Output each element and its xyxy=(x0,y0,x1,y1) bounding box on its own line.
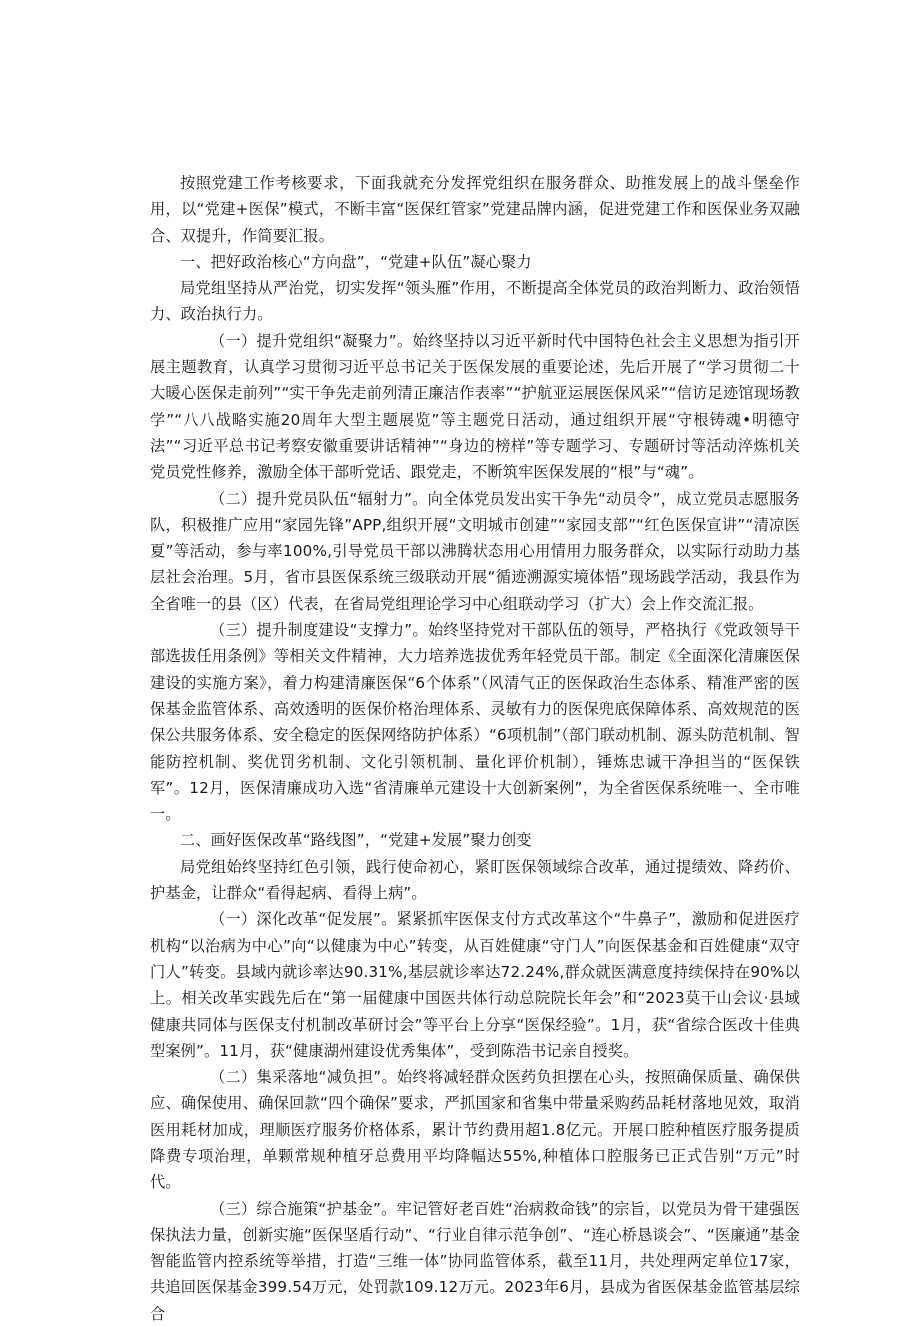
section-1-intro: 局党组坚持从严治党，切实发挥“领头雁”作用，不断提高全体党员的政治判断力、政治领悟力、政治执行力。 xyxy=(150,279,800,324)
section-2-item-1: （一）深化改革“促发展”。紧紧抓牢医保支付方式改革这个“牛鼻子”，激励和促进医疗机构“以治病为中心”向“以健康为中心”转变，从百姓健康“守门人”向医保基金和百姓健康“双守门人”转变。县域内就诊率达90.31%,基层就诊率达72.24%,群众就医满意度持续保持在90%以上。相关改革实践先后在“第一届健康中国医共体行动总院院长年会”和“2023莫干山会议·县域健康共同体与医保支付机制改革研讨会”等平台上分享“医保经验”。1月，获“省综合医改十佳典型案例”。11月，获“健康湖州建设优秀集体”，受到陈浩书记亲自授奖。 xyxy=(150,910,800,1060)
section-heading-1: 一、把好政治核心“方向盘”，“党建+队伍”凝心聚力 xyxy=(180,252,532,271)
intro-paragraph: 按照党建工作考核要求，下面我就充分发挥党组织在服务群众、助推发展上的战斗堡垒作用，以“党建+医保”模式，不断丰富“医保红管家”党建品牌内涵，促进党建工作和医保业务双融合、双提升，作简要汇报。 xyxy=(150,174,800,245)
section-2-item-3: （三）综合施策“护基金”。牢记管好老百姓“治病救命钱”的宗旨，以党员为骨干建强医保执法力量，创新实施“医保坚盾行动”、“行业自律示范争创”、“连心桥恳谈会”、“医廉通”基金智能监管内控系统等举措，打造“三维一体”协同监管体系，截至11月，共处理两定单位17家，共追回医保基金399.54万元，处罚款109.12万元。2023年6月，县成为省医保基金监管基层综合 xyxy=(150,1199,800,1323)
document-body xyxy=(150,170,800,1327)
section-2-item-2: （二）集采落地“减负担”。始终将减轻群众医药负担摆在心头，按照确保质量、确保供应、确保使用、确保回款“四个确保”要求，严抓国家和省集中带量采购药品耗材落地见效，取消医用耗材加成，理顺医疗服务价格体系，累计节约费用超1.8亿元。开展口腔种植医疗服务提质降费专项治理，单颗常规种植牙总费用平均降幅达55%,种植体口腔服务已正式告别“万元”时代。 xyxy=(150,1068,800,1192)
section-heading-2: 二、画好医保改革“路线图”，“党建+发展”聚力创变 xyxy=(180,831,532,850)
section-1-item-1: （一）提升党组织“凝聚力”。始终坚持以习近平新时代中国特色社会主义思想为指引开展主题教育，认真学习贯彻习近平总书记关于医保发展的重要论述，先后开展了“学习贯彻二十大暖心医保走前列”“实干争先走前列清正廉洁作表率”“护航亚运展医保风采”“信访足迹馆现场教学”“八八战略实施20周年大型主题展览”等主题党日活动，通过组织开展“守根铸魂•明德守法”“习近平总书记考察安徽重要讲话精神”“身边的榜样”等专题学习、专题研讨等活动淬炼机关党员党性修养，激励全体干部听党话、跟党走，不断筑牢医保发展的“根”与“魂”。 xyxy=(150,331,800,482)
section-1-item-2: （二）提升党员队伍“辐射力”。向全体党员发出实干争先“动员令”，成立党员志愿服务队，积极推广应用“家园先锋”APP,组织开展“文明城市创建”“家园支部”“红色医保宣讲”“清凉医夏”等活动，参与率100%,引导党员干部以沸腾状态用心用情用力服务群众，以实际行动助力基层社会治理。5月，省市县医保系统三级联动开展“循迹溯源实境体悟”现场践学活动，我县作为全省唯一的县（区）代表，在省局党组理论学习中心组联动学习（扩大）会上作交流汇报。 xyxy=(150,489,800,613)
section-1-item-3: （三）提升制度建设“支撑力”。始终坚持党对干部队伍的领导，严格执行《党政领导干部选拔任用条例》等相关文件精神，大力培养选拔优秀年轻党员干部。制定《全面深化清廉医保建设的实施方案》，着力构建清廉医保“6个体系”（风清气正的医保政治生态体系、精准严密的医保基金监管体系、高效透明的医保价格治理体系、灵敏有力的医保兜底保障体系、高效规范的医保公共服务体系、安全稳定的医保网络防护体系）“6项机制”（部门联动机制、源头防范机制、智能防控机制、奖优罚劣机制、文化引领机制、量化评价机制），锤炼忠诚干净担当的“医保铁军”。12月，医保清廉成功入选“省清廉单元建设十大创新案例”，为全省医保系统唯一、全市唯一。 xyxy=(150,621,800,824)
section-2-intro: 局党组始终坚持红色引领，践行使命初心，紧盯医保领域综合改革，通过提绩效、降药价、护基金，让群众“看得起病、看得上病”。 xyxy=(150,857,800,903)
